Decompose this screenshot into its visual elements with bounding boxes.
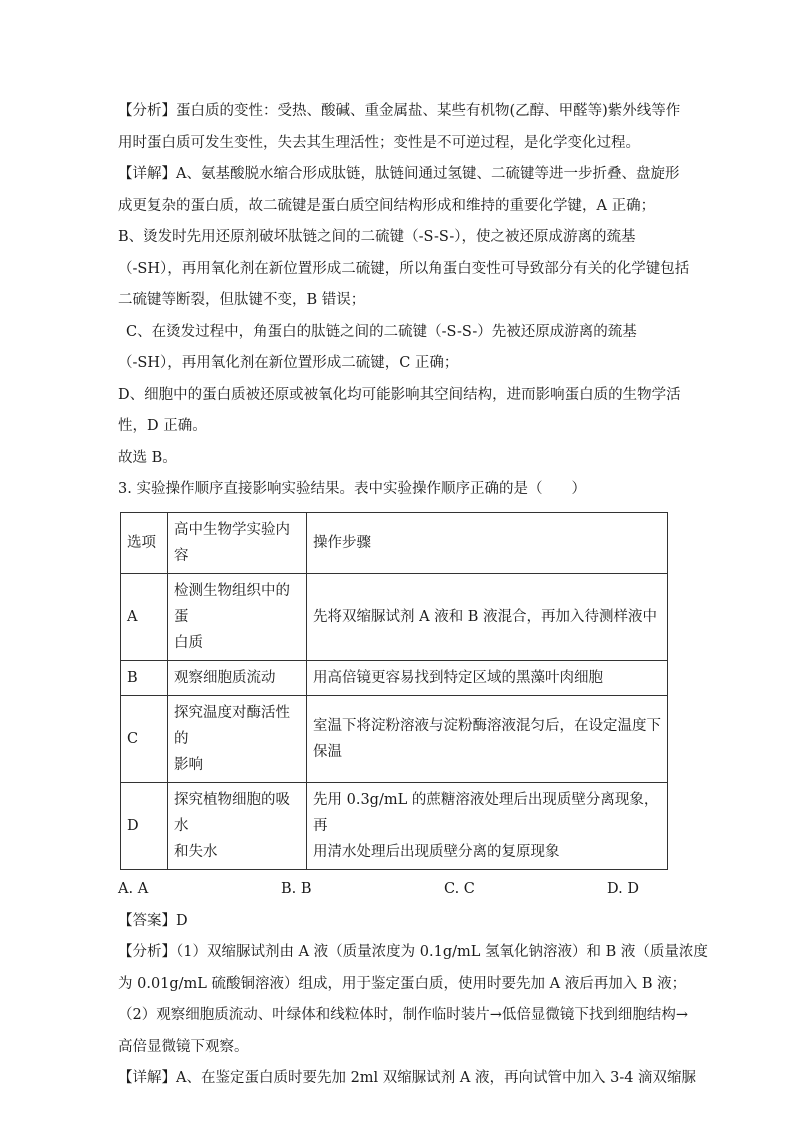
- detail-1-line-10: 故选 B。: [118, 449, 177, 466]
- cell-line: 先用 0.3g/mL 的蔗糖溶液处理后出现质壁分离现象，再: [313, 791, 659, 834]
- answer-line: [118, 906, 694, 938]
- table-header-cell: 高中生物学实验内容: [168, 512, 307, 573]
- analysis-1-line-2: 用时蛋白质可发生变性，失去其生理活性；变性是不可逆过程，是化学变化过程。: [118, 134, 640, 151]
- experiment-table: [120, 512, 668, 870]
- analysis-tag: 【分析】: [118, 103, 176, 119]
- analysis-1-line-1: [118, 96, 694, 128]
- table-cell-step: [307, 695, 668, 782]
- detail-1-line-2: 成更复杂的蛋白质，故二硫键是蛋白质空间结构形成和维持的重要化学键，A 正确；: [118, 197, 656, 214]
- table-cell-step: 用高倍镜更容易找到特定区域的黑藻叶肉细胞: [307, 660, 668, 695]
- cell-line: 白质: [174, 634, 203, 651]
- answer-tag: 【答案】: [118, 912, 176, 929]
- detail-1-line-8: D、细胞中的蛋白质被还原或被氧化均可能影响其空间结构，进而影响蛋白质的生物学活: [118, 386, 681, 403]
- option-b: B. B: [281, 880, 312, 897]
- table-cell-content: [168, 782, 307, 869]
- analysis-2-line-1: [118, 937, 708, 969]
- detail-2-text-1: A、在鉴定蛋白质时要先加 2ml 双缩脲试剂 A 液，再向试管中加入 3-4 滴双缩脲: [176, 1070, 697, 1086]
- detail-1-text-1: A、氨基酸脱水缩合形成肽链，肽链间通过氢键、二硫键等进一步折叠、盘旋形: [176, 166, 680, 182]
- detail-1-line-6: C、在烫发过程中，角蛋白的肽链之间的二硫键（-S-S-）先被还原成游离的巯基: [126, 323, 637, 340]
- table-row: [121, 695, 668, 782]
- analysis-1-text-1: 蛋白质的变性：受热、酸碱、重金属盐、某些有机物(乙醇、甲醛等)紫外线等作: [176, 103, 681, 119]
- document-page: [118, 96, 708, 1095]
- answer-value: D: [176, 912, 188, 929]
- detail-1-line-1: [118, 159, 694, 191]
- table-cell-content: [168, 695, 307, 782]
- option-a: A. A: [118, 880, 149, 897]
- cell-line: 和失水: [174, 843, 218, 860]
- option-d: D. D: [607, 880, 639, 897]
- analysis-tag: 【分析】: [118, 944, 176, 960]
- analysis-2-line-2: 为 0.01g/mL 硫酸铜溶液）组成，用于鉴定蛋白质，使用时要先加 A 液后再加入 B 液；: [118, 975, 687, 992]
- cell-line: 保温: [313, 743, 342, 760]
- cell-line: 影响: [174, 756, 203, 773]
- detail-tag: 【详解】: [118, 166, 176, 182]
- detail-1-line-9: 性，D 正确。: [118, 418, 207, 434]
- cell-line: 探究温度对酶活性的: [174, 704, 290, 747]
- cell-line: 检测生物组织中的蛋: [174, 582, 290, 625]
- answer-options: [118, 872, 694, 906]
- detail-2-line-1: [118, 1063, 697, 1095]
- table-header-cell: 操作步骤: [307, 512, 668, 573]
- detail-1-line-5: 二硫键等断裂，但肽键不变，B 错误；: [118, 292, 366, 308]
- table-cell-option: A: [121, 573, 168, 660]
- table-cell-option: D: [121, 782, 168, 869]
- table-row: [121, 573, 668, 660]
- table-row: [121, 782, 668, 869]
- table-cell-content: 观察细胞质流动: [168, 660, 307, 695]
- table-row: [121, 660, 668, 695]
- table-cell-step: [307, 782, 668, 869]
- detail-1-line-7: （-SH），再用氧化剂在新位置形成二硫键，C 正确；: [118, 355, 459, 371]
- cell-line: 探究植物细胞的吸水: [174, 791, 290, 834]
- analysis-2-line-4: 高倍显微镜下观察。: [118, 1038, 249, 1055]
- detail-tag: 【详解】: [118, 1070, 176, 1086]
- table-header-cell: 选项: [121, 512, 168, 573]
- analysis-2-line-3: （2）观察细胞质流动、叶绿体和线粒体时，制作临时装片→低倍显微镜下找到细胞结构→: [118, 1007, 689, 1023]
- analysis-2-text-1: （1）双缩脲试剂由 A 液（质量浓度为 0.1g/mL 氢氧化钠溶液）和 B 液（质量浓度: [176, 944, 708, 960]
- cell-line: 室温下将淀粉溶液与淀粉酶溶液混匀后，在设定温度下: [313, 717, 661, 734]
- table-cell-step: 先将双缩脲试剂 A 液和 B 液混合，再加入待测样液中: [307, 573, 668, 660]
- detail-1-line-3: B、烫发时先用还原剂破坏肽链之间的二硫键（-S-S-），使之被还原成游离的巯基: [118, 229, 636, 245]
- cell-line: 用清水处理后出现质壁分离的复原现象: [313, 843, 560, 860]
- question-3-stem: 3. 实验操作顺序直接影响实验结果。表中实验操作顺序正确的是（ ）: [118, 481, 586, 497]
- table-cell-option: C: [121, 695, 168, 782]
- table-cell-content: [168, 573, 307, 660]
- table-cell-option: B: [121, 660, 168, 695]
- option-c: C. C: [444, 880, 475, 897]
- detail-1-line-4: （-SH），再用氧化剂在新位置形成二硫键，所以角蛋白变性可导致部分有关的化学键包括: [118, 260, 690, 277]
- table-header-row: [121, 512, 668, 573]
